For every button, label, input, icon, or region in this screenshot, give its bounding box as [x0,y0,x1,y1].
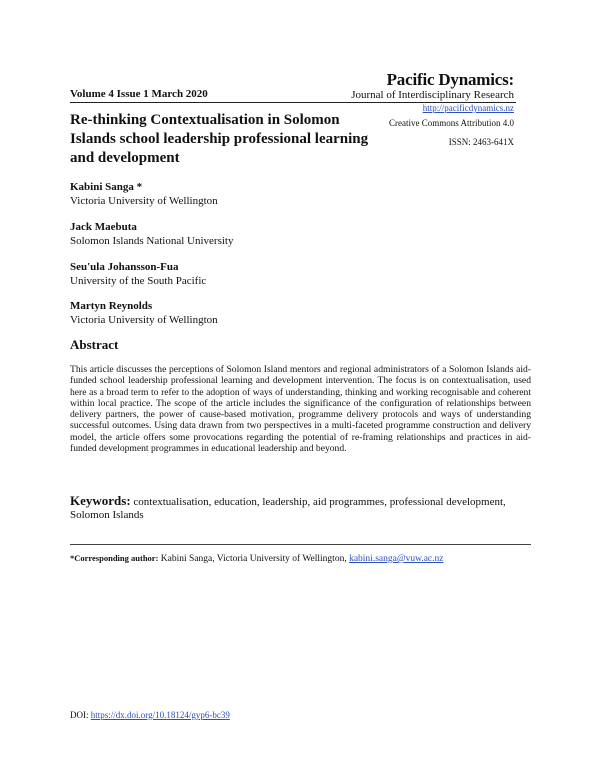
keywords-section [70,494,531,522]
keywords-label: Keywords: [70,493,131,508]
footnote-divider [70,544,531,545]
journal-name: Pacific Dynamics: [386,70,514,89]
abstract-text: This article discusses the perceptions of Solomon Island mentors and regional administrators of a Solomon Islands aid-funded school leadership professional learning and development intervention. The focus is on contextualisation, used here as a broad term to refer to the adoption of ways of understanding, thinking and working recognisable and coherent within local practice. The scope of the article includes the significance of the configuration of relationships between delivery partners, the power of cause-based motivation, programme delivery protocols and ways of understanding successful outcomes. Using data drawn from two perspectives in a multi-faceted programme construction and delivery model, the article offers some provocations regarding the potential of re-framing relationships and practices in aid-funded development programmes in educational leadership and beyond. [70,364,531,455]
abstract-heading: Abstract [70,337,119,352]
doi-line [70,710,230,720]
issue-info: Volume 4 Issue 1 March 2020 [70,88,208,100]
author-affiliation: Victoria University of Wellington [70,314,218,326]
corresponding-text: Kabini Sanga, Victoria University of Wellington, [160,554,347,564]
author-affiliation: Solomon Islands National University [70,235,234,247]
author-name: Seu'ula Johansson-Fua [70,261,179,273]
corresponding-author-note [70,553,443,564]
doi-label: DOI: [70,710,89,720]
keywords-text: contextualisation, education, leadership, aid programmes, professional development, Solomon Islands [70,496,506,521]
author-name: Kabini Sanga * [70,181,143,193]
journal-subtitle: Journal of Interdisciplinary Research [351,89,514,101]
author-block [70,220,233,248]
author-block [70,260,206,288]
corresponding-email-link[interactable]: kabini.sanga@vuw.ac.nz [349,554,444,564]
license-text: Creative Commons Attribution 4.0 [389,118,514,128]
journal-url-link[interactable]: http://pacificdynamics.nz [422,103,514,113]
author-name: Martyn Reynolds [70,300,153,312]
author-affiliation: University of the South Pacific [70,275,207,287]
issn-text: ISSN: 2463-641X [448,137,514,147]
author-block [70,299,218,327]
author-name: Jack Maebuta [70,221,137,233]
article-title: Re-thinking Contextualisation in Solomon Islands school leadership professional learning and development [70,112,369,166]
author-block [70,180,218,208]
corresponding-label: *Corresponding author: [70,553,159,563]
doi-link[interactable]: https://dx.doi.org/10.18124/gyp6-bc39 [90,710,230,720]
author-affiliation: Victoria University of Wellington [70,195,218,207]
